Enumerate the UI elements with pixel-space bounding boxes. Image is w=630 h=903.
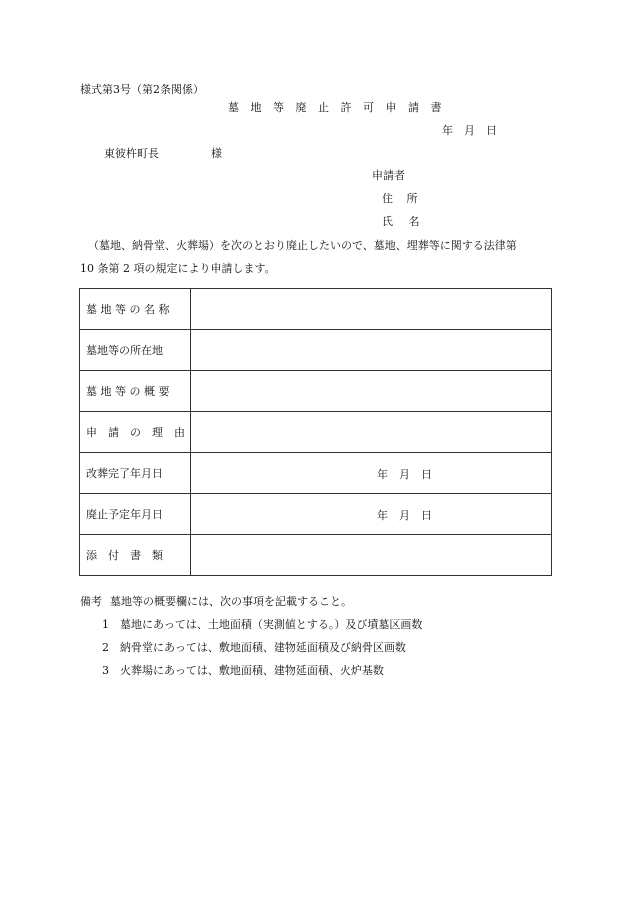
planned-closure-date-field[interactable] [191,494,552,535]
addressee-name: 東彼杵町長 [104,147,159,160]
table-row-planned-closure-date [80,494,552,535]
cemetery-name-field[interactable] [191,289,552,330]
body-text-line-2: 10 条第 2 項の規定により申請します。 [80,262,276,275]
table-row-reason [80,412,552,453]
row-label-attachments: 添 付 書 類 [80,535,191,576]
row-label-cemetery-name: 墓 地 等 の 名 称 [80,289,191,330]
reburial-completion-date-field[interactable] [191,453,552,494]
location-field[interactable] [191,330,552,371]
row-label-reason: 申 請 の 理 由 [80,412,191,453]
remark-text: 納骨堂にあっては、敷地面積、建物延面積及び納骨区画数 [120,641,406,654]
applicant-name-label: 氏 名 [382,215,420,228]
table-row-location [80,330,552,371]
addressee-honorific: 様 [211,147,222,160]
remark-number: 2 [102,641,109,654]
application-date: 年 月 日 [442,124,497,137]
remark-text: 墓地にあっては、土地面積（実測値とする。）及び墳墓区画数 [120,618,423,631]
row-label-reburial-completion-date: 改葬完了年月日 [80,453,191,494]
remark-item [102,665,384,676]
applicant-label: 申請者 [372,169,405,182]
reason-field[interactable] [191,412,552,453]
remarks-title: 墓地等の概要欄には、次の事項を記載すること。 [110,595,352,608]
remark-item [102,642,406,653]
table-row-overview [80,371,552,412]
remark-number: 1 [102,618,109,631]
planned-closure-date-parts: 年 月 日 [377,509,432,522]
row-label-overview: 墓 地 等 の 概 要 [80,371,191,412]
table-row-cemetery-name [80,289,552,330]
row-label-planned-closure-date: 廃止予定年月日 [80,494,191,535]
remark-text: 火葬場にあっては、敷地面積、建物延面積、火炉基数 [120,664,384,677]
row-label-location: 墓地等の所在地 [80,330,191,371]
form-number: 様式第3号（第2条関係） [80,83,204,96]
table-row-attachments [80,535,552,576]
document-title: 墓 地 等 廃 止 許 可 申 請 書 [228,101,446,114]
body-text-line-1: （墓地、納骨堂、火葬場）を次のとおり廃止したいので、墓地、埋葬等に関する法律第 [88,239,517,252]
overview-field[interactable] [191,371,552,412]
attachments-field[interactable] [191,535,552,576]
table-row-reburial-completion-date [80,453,552,494]
applicant-address-label: 住 所 [382,192,418,205]
remarks-heading [80,596,352,607]
remark-item [102,619,422,630]
remark-number: 3 [102,664,109,677]
application-form-table [79,288,552,576]
reburial-completion-date-parts: 年 月 日 [377,468,432,481]
remarks-lead: 備考 [80,595,102,608]
addressee [104,148,222,159]
